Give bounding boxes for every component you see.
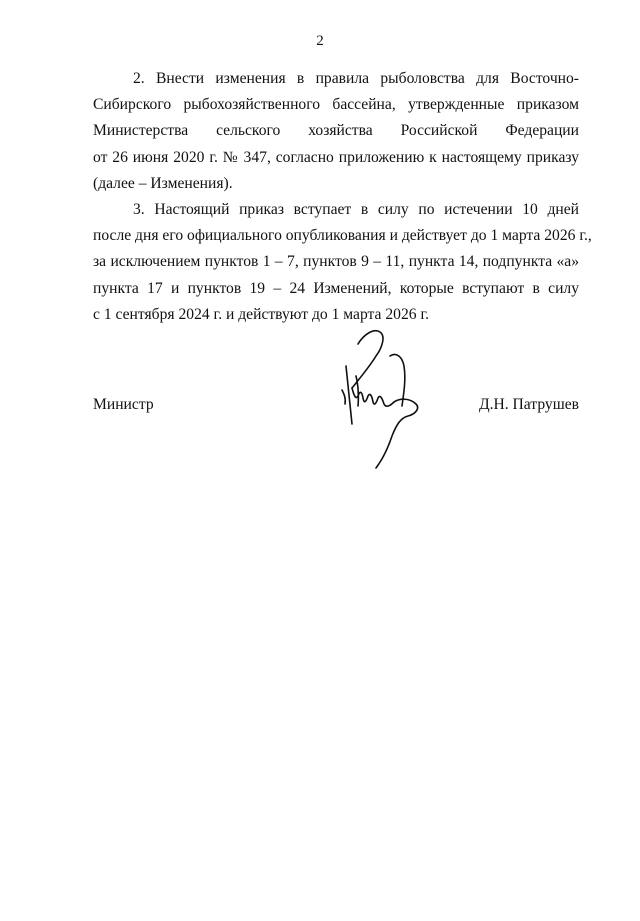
page-number: 2	[316, 33, 324, 49]
paragraph-3-line-4: пункта 17 и пунктов 19 – 24 Изменений, которые вступают в силу	[93, 279, 579, 297]
paragraph-2-line-5: (далее – Изменения).	[93, 174, 233, 192]
paragraph-2-line-1: 2. Внести изменения в правила рыболовства для Восточно-	[133, 70, 579, 87]
paragraph-2-line-3: Министерства сельского хозяйства Российской Федерации	[93, 122, 579, 140]
paragraph-3-line-5: с 1 сентября 2024 г. и действуют до 1 марта 2026 г.	[93, 305, 430, 323]
paragraph-2-line-2: Сибирского рыбохозяйственного бассейна, утвержденные приказом	[93, 96, 579, 114]
document-body	[93, 66, 592, 328]
signer-name: Д.Н. Патрушев	[478, 396, 579, 413]
paragraph-3-line-3: за исключением пунктов 1 – 7, пунктов 9 – 11, пункта 14, подпункта «а»	[93, 253, 579, 271]
paragraph-2-line-4: от 26 июня 2020 г. № 347, согласно приложению к настоящему приказу	[93, 148, 579, 166]
paragraph-2	[93, 66, 579, 197]
paragraph-3-line-2: после дня его официального опубликования и действует до 1 марта 2026 г.,	[93, 227, 592, 245]
signature-block	[93, 392, 579, 422]
paragraph-3-line-1: 3. Настоящий приказ вступает в силу по истечении 10 дней	[133, 201, 579, 219]
paragraph-3	[93, 197, 592, 328]
signer-title: Министр	[93, 396, 154, 413]
